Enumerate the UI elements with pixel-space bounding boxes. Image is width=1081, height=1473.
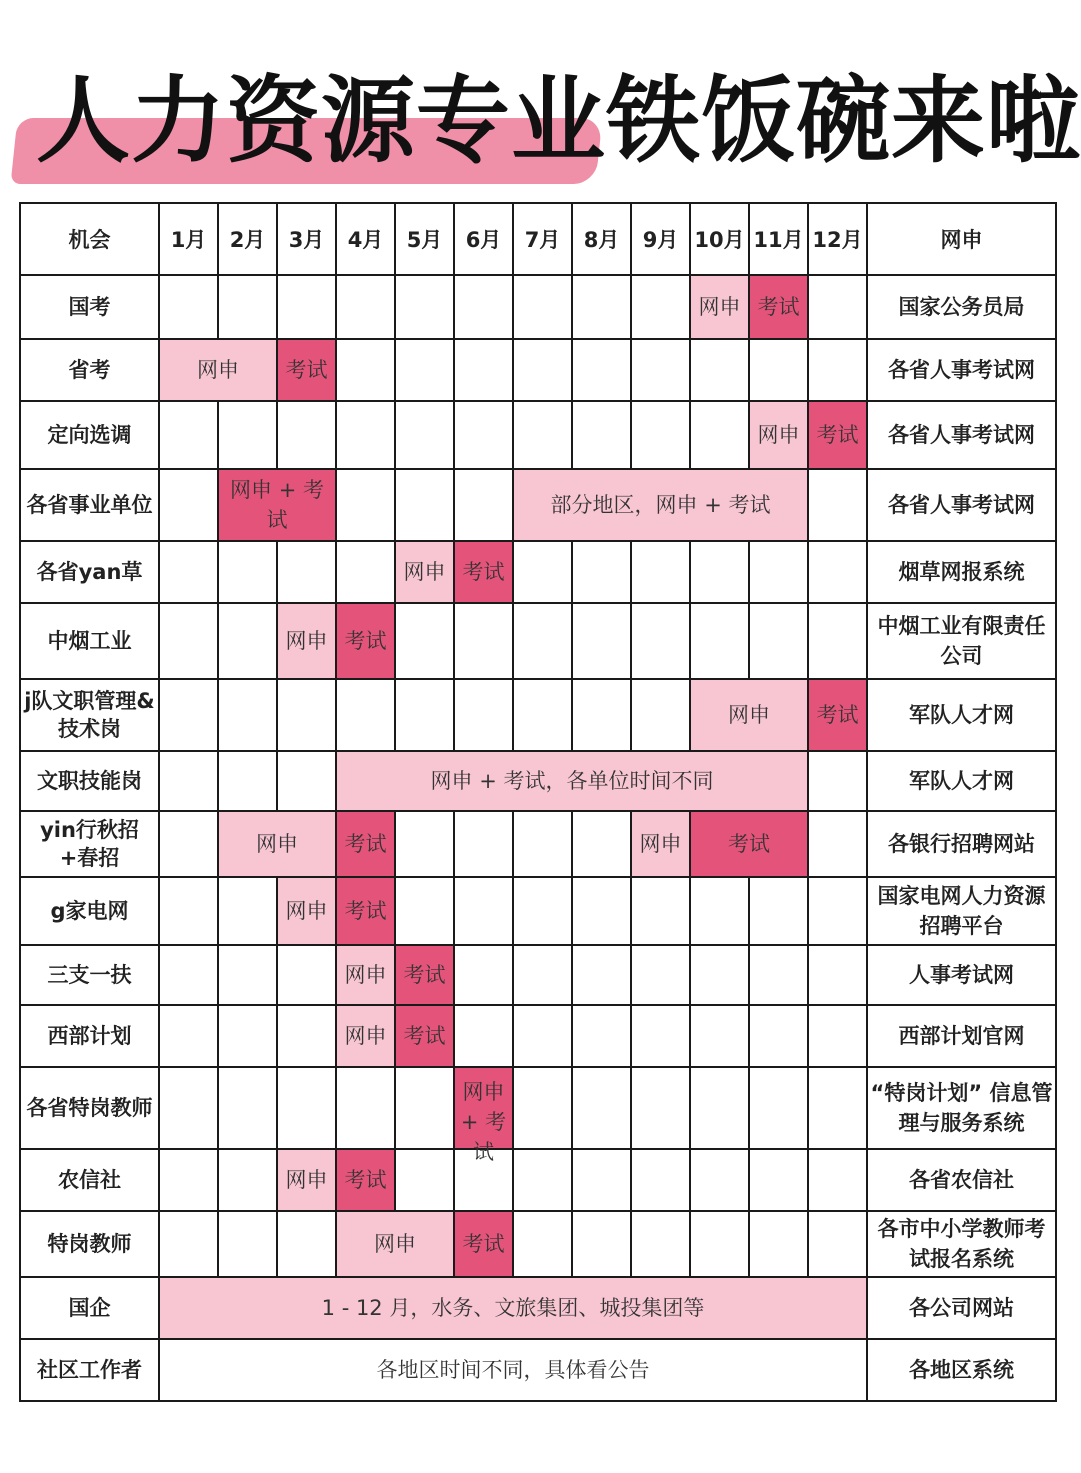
apply-exam-cell: 部分地区，网申 + 考试: [513, 469, 808, 541]
header-month: 7月: [513, 203, 572, 275]
apply-cell: 网申: [749, 401, 808, 469]
apply-cell: 网申: [277, 603, 336, 679]
row-label: 文职技能岗: [20, 751, 159, 811]
table-row: [20, 1149, 1056, 1211]
exam-cell: 考试: [336, 877, 395, 945]
row-site: 各省人事考试网: [867, 339, 1056, 401]
apply-exam-cell: [454, 1067, 513, 1164]
row-site: 国家公务员局: [867, 275, 1056, 339]
table-row: [20, 401, 1056, 469]
apply-exam-cell: 网申 + 考试: [218, 469, 336, 541]
row-label: 各省特岗教师: [20, 1067, 159, 1149]
row-label: 国考: [20, 275, 159, 339]
apply-cell: 网申: [277, 877, 336, 945]
header-month: 9月: [631, 203, 690, 275]
row-label: j队文职管理& 技术岗: [20, 679, 159, 751]
header-month: 2月: [218, 203, 277, 275]
row-label: 农信社: [20, 1149, 159, 1211]
table-row: [20, 1067, 1056, 1149]
exam-cell: 考试: [336, 603, 395, 679]
row-site: 军队人才网: [867, 751, 1056, 811]
note-cell: 各地区时间不同，具体看公告: [159, 1339, 867, 1401]
row-site: 各公司网站: [867, 1277, 1056, 1339]
header-month: 1月: [159, 203, 218, 275]
apply-cell: 网申: [690, 679, 808, 751]
table-row: [20, 877, 1056, 945]
row-site: 各地区系统: [867, 1339, 1056, 1401]
row-label: 国企: [20, 1277, 159, 1339]
apply-exam-cell: 1 - 12 月，水务、文旅集团、城投集团等: [159, 1277, 867, 1339]
exam-cell: 考试: [454, 541, 513, 603]
apply-cell: 网申: [218, 811, 336, 877]
table-row: [20, 339, 1056, 401]
row-label: g家电网: [20, 877, 159, 945]
page-title: 人力资源专业铁饭碗来啦: [36, 67, 1081, 176]
row-label: 各省yan草: [20, 541, 159, 603]
exam-cell: 考试: [749, 275, 808, 339]
row-site: 人事考试网: [867, 945, 1056, 1005]
exam-cell: 考试: [395, 1005, 454, 1067]
table-row: [20, 679, 1056, 751]
header-opportunity: 机会: [20, 203, 159, 275]
exam-cell: 考试: [277, 339, 336, 401]
header-month: 12月: [808, 203, 867, 275]
table-row: [20, 945, 1056, 1005]
table-row: [20, 1339, 1056, 1401]
schedule-table: [19, 202, 1057, 1402]
row-site: 各省人事考试网: [867, 401, 1056, 469]
apply-cell: 网申: [159, 339, 277, 401]
table-row: [20, 811, 1056, 877]
apply-cell: 网申: [336, 945, 395, 1005]
apply-exam-cell: 网申 + 考试，各单位时间不同: [336, 751, 808, 811]
row-label: 社区工作者: [20, 1339, 159, 1401]
row-site: 各省人事考试网: [867, 469, 1056, 541]
row-label: yin行秋招+春招: [20, 811, 159, 877]
exam-cell: 考试: [336, 811, 395, 877]
apply-cell: 网申: [336, 1211, 454, 1277]
table-row: [20, 469, 1056, 541]
header-month: 6月: [454, 203, 513, 275]
title-area: [0, 0, 1080, 200]
header-website: 网申: [867, 203, 1056, 275]
header-month: 5月: [395, 203, 454, 275]
exam-cell: 考试: [336, 1149, 395, 1211]
row-site: 各市中小学教师考试报名系统: [867, 1211, 1056, 1277]
row-site: 各省农信社: [867, 1149, 1056, 1211]
row-label: 三支一扶: [20, 945, 159, 1005]
exam-cell: 考试: [454, 1211, 513, 1277]
row-label: 定向选调: [20, 401, 159, 469]
row-site: 军队人才网: [867, 679, 1056, 751]
header-row: [20, 203, 1056, 275]
apply-cell: 网申: [395, 541, 454, 603]
exam-cell: 考试: [808, 679, 867, 751]
header-month: 8月: [572, 203, 631, 275]
header-month: 10月: [690, 203, 749, 275]
row-site: 西部计划官网: [867, 1005, 1056, 1067]
row-label: 各省事业单位: [20, 469, 159, 541]
header-month: 4月: [336, 203, 395, 275]
table-row: [20, 1005, 1056, 1067]
apply-exam-text: 网申 + 考试: [460, 1080, 507, 1164]
row-site: 各银行招聘网站: [867, 811, 1056, 877]
table-row: [20, 751, 1056, 811]
table-row: [20, 603, 1056, 679]
row-label: 中烟工业: [20, 603, 159, 679]
apply-cell: 网申: [277, 1149, 336, 1211]
row-label: 特岗教师: [20, 1211, 159, 1277]
exam-cell: 考试: [690, 811, 808, 877]
row-label: 省考: [20, 339, 159, 401]
header-month: 3月: [277, 203, 336, 275]
apply-cell: 网申: [336, 1005, 395, 1067]
apply-cell: 网申: [631, 811, 690, 877]
exam-cell: 考试: [808, 401, 867, 469]
table-row: [20, 1277, 1056, 1339]
row-label: 西部计划: [20, 1005, 159, 1067]
row-site: 国家电网人力资源招聘平台: [867, 877, 1056, 945]
table-row: [20, 275, 1056, 339]
table-row: [20, 541, 1056, 603]
row-site: 烟草网报系统: [867, 541, 1056, 603]
exam-cell: 考试: [395, 945, 454, 1005]
header-month: 11月: [749, 203, 808, 275]
table-row: [20, 1211, 1056, 1277]
apply-cell: 网申: [690, 275, 749, 339]
row-site: “特岗计划” 信息管理与服务系统: [867, 1067, 1056, 1149]
row-site: 中烟工业有限责任公司: [867, 603, 1056, 679]
